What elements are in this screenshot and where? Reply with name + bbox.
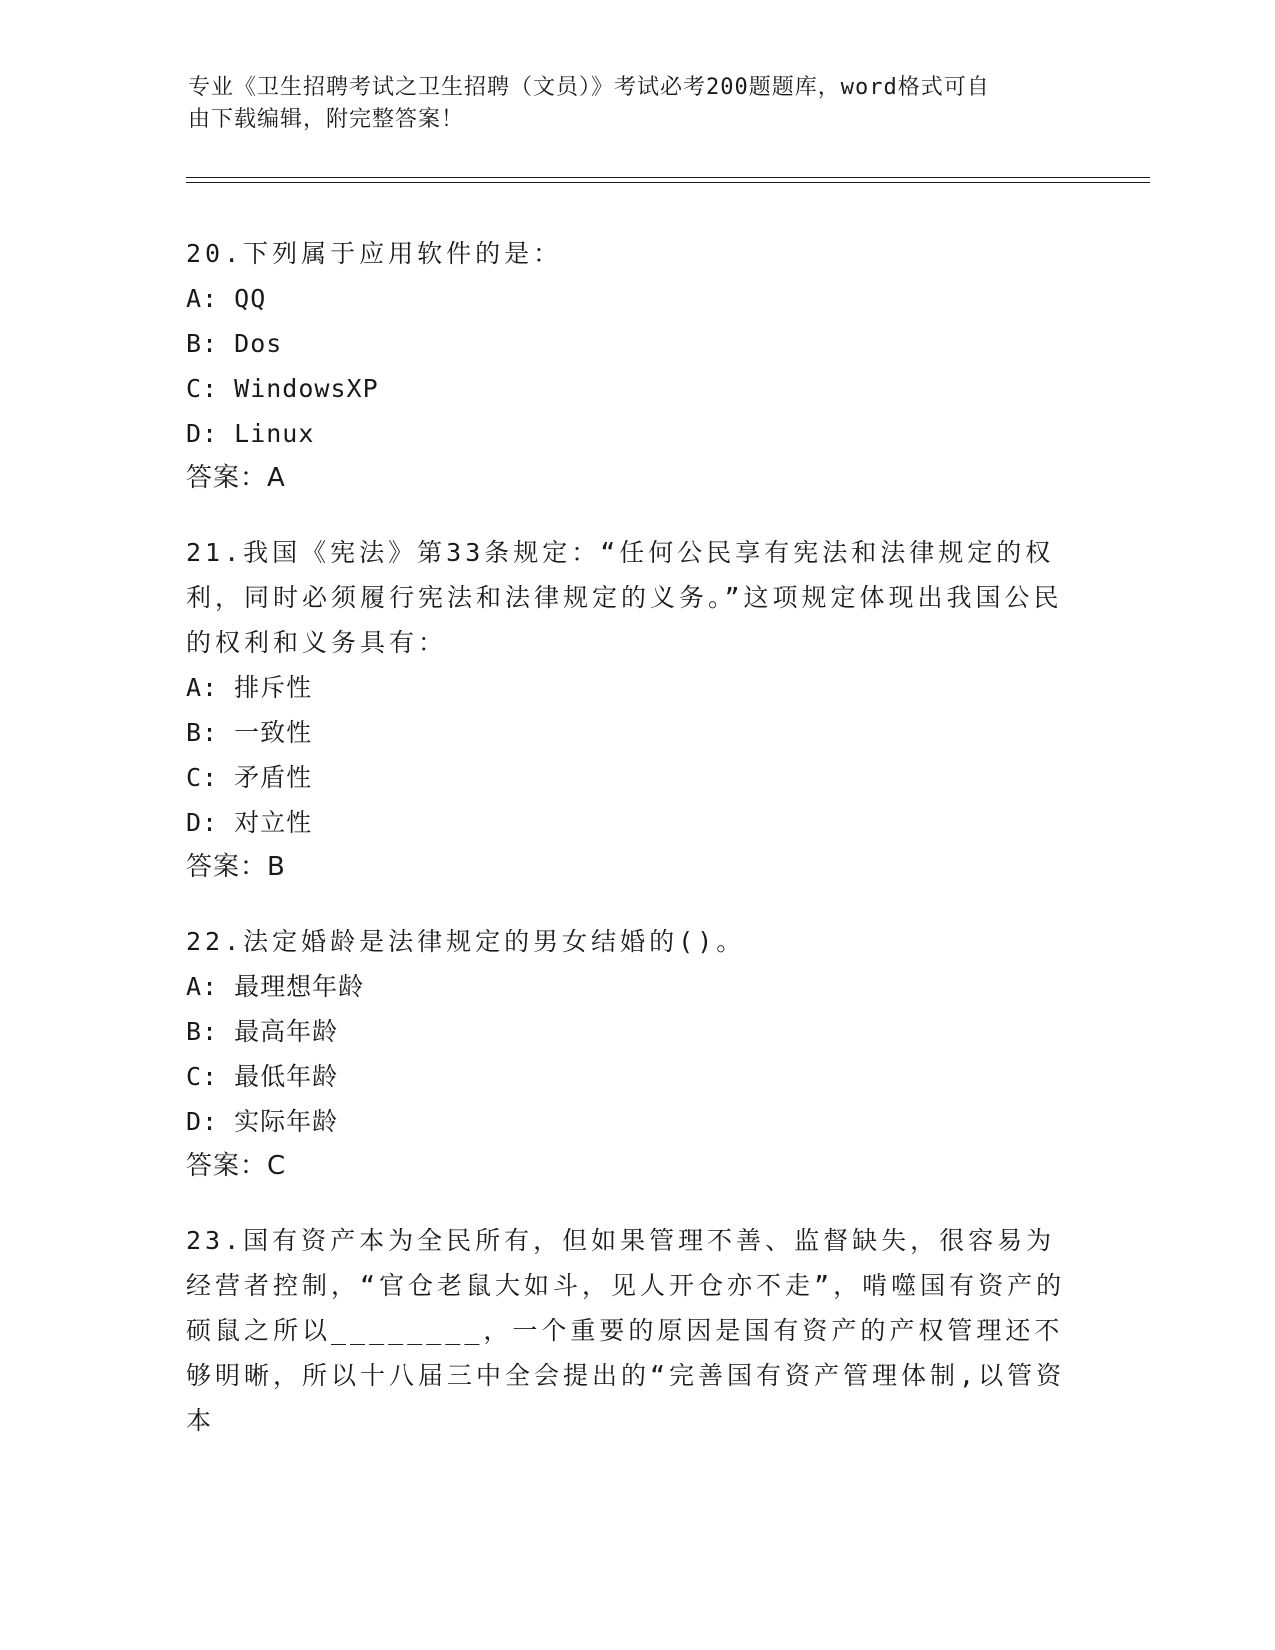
question-21 — [186, 530, 1076, 889]
option-b: B: 最高年龄 — [186, 1017, 339, 1046]
question-22 — [186, 919, 1076, 1188]
header-line-2: 由下载编辑，附完整答案！ — [188, 107, 465, 132]
question-stem: 22.法定婚龄是法律规定的男女结婚的()。 — [186, 927, 746, 956]
option-b: B: Dos — [186, 329, 283, 358]
option-a: A: 最理想年龄 — [186, 972, 365, 1001]
answer-line: 答案：C — [186, 1151, 287, 1181]
option-c: C: 矛盾性 — [186, 763, 313, 792]
option-a: A: QQ — [186, 284, 267, 313]
question-20 — [186, 231, 1076, 500]
question-stem: 23.国有资产本为全民所有，但如果管理不善、监督缺失，很容易为经营者控制，“官仓老鼠大如斗，见人开仓亦不走”，啃噬国有资产的硕鼠之所以________，一个重要的原因是国有资产的产权管理还不够明晰，所以十八届三中全会提出的“完善国有资产管理体制,以管资本 — [186, 1226, 1066, 1435]
document-header — [188, 72, 1068, 136]
question-23 — [186, 1218, 1076, 1443]
option-b: B: 一致性 — [186, 718, 313, 747]
header-line-1: 专业《卫生招聘考试之卫生招聘（文员）》考试必考200题题库，word格式可自 — [188, 75, 990, 100]
answer-line: 答案：A — [186, 463, 286, 493]
option-c: C: 最低年龄 — [186, 1062, 339, 1091]
option-d: D: 对立性 — [186, 808, 313, 837]
header-rule-top — [186, 177, 1150, 178]
question-stem: 20.下列属于应用软件的是： — [186, 239, 563, 268]
answer-line: 答案：B — [186, 852, 286, 882]
option-d: D: Linux — [186, 419, 315, 448]
option-a: A: 排斥性 — [186, 673, 313, 702]
option-d: D: 实际年龄 — [186, 1107, 339, 1136]
question-stem: 21.我国《宪法》第33条规定：“任何公民享有宪法和法律规定的权利，同时必须履行宪法和法律规定的义务。”这项规定体现出我国公民的权利和义务具有： — [186, 538, 1063, 657]
question-list — [186, 231, 1076, 1473]
header-rule-bottom — [186, 182, 1150, 183]
option-c: C: WindowsXP — [186, 374, 379, 403]
